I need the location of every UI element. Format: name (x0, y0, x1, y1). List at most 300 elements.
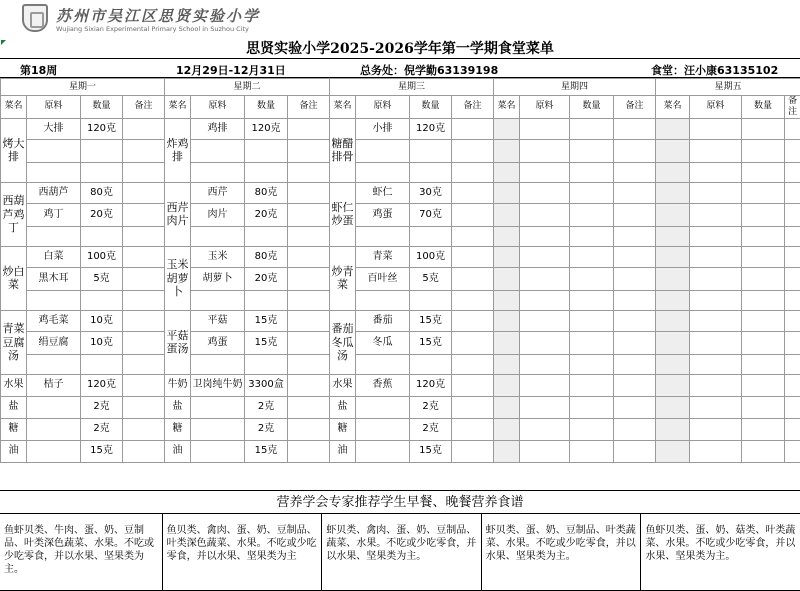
empty-cell (785, 440, 800, 462)
item-name: 水果 (1, 374, 27, 396)
menu-table (0, 78, 800, 463)
amount: 20克 (81, 203, 123, 226)
note (123, 267, 165, 290)
empty-cell (690, 139, 742, 162)
note (123, 374, 165, 396)
empty-cell (785, 246, 800, 267)
empty-cell (742, 440, 785, 462)
empty-cell (656, 396, 690, 418)
note (288, 162, 330, 182)
amount: 2克 (245, 396, 288, 418)
empty-cell (656, 203, 690, 226)
ingredient (356, 290, 410, 310)
amount: 10克 (81, 331, 123, 354)
note (452, 354, 494, 374)
empty-cell (785, 396, 800, 418)
amount: 20克 (245, 267, 288, 290)
empty-cell (614, 162, 656, 182)
ingredient (191, 139, 245, 162)
empty-cell (742, 354, 785, 374)
ingredient: 肉片 (191, 203, 245, 226)
ingredient: 西芹 (191, 182, 245, 203)
dish-name: 番茄冬瓜汤 (330, 310, 356, 374)
recommendation-fri: 鱼虾贝类、蛋、奶、菇类、叶类蔬菜、水果。不吃或少吃零食，并以水果、坚果类为主。 (645, 525, 796, 562)
canteen-contact: 食堂：汪小康63135102 (651, 64, 779, 77)
col-note: 备注 (452, 96, 494, 119)
empty-cell (656, 440, 690, 462)
item-name: 水果 (330, 374, 356, 396)
empty-cell (656, 139, 690, 162)
note (288, 354, 330, 374)
empty-cell (614, 203, 656, 226)
empty-cell (614, 246, 656, 267)
ingredient: 玉米 (191, 246, 245, 267)
dish-name: 平菇蛋汤 (165, 310, 191, 374)
amount: 80克 (81, 182, 123, 203)
recommendation-row (0, 513, 800, 591)
note (288, 226, 330, 246)
note (452, 374, 494, 396)
ingredient: 桔子 (27, 374, 81, 396)
ingredient: 白菜 (27, 246, 81, 267)
empty-cell (520, 310, 570, 331)
col-note: 备注 (123, 96, 165, 119)
empty-cell (785, 418, 800, 440)
empty-cell (742, 418, 785, 440)
empty-cell (690, 418, 742, 440)
amount (410, 226, 452, 246)
amount (245, 162, 288, 182)
item-name: 糖 (1, 418, 27, 440)
note (288, 374, 330, 396)
page-title: 思贤实验小学2025-2026学年第一学期食堂菜单 (246, 41, 554, 57)
ingredient: 小排 (356, 118, 410, 139)
note (288, 290, 330, 310)
ingredient: 平菇 (191, 310, 245, 331)
empty-cell (785, 331, 800, 354)
empty-cell (520, 290, 570, 310)
ingredient: 冬瓜 (356, 331, 410, 354)
amount: 120克 (245, 118, 288, 139)
logo-english-name: Wujiang Sixian Experimental Primary School in Suzhou City (56, 25, 249, 33)
empty-cell (494, 310, 520, 331)
empty-cell (614, 396, 656, 418)
empty-cell (742, 267, 785, 290)
empty-cell (656, 267, 690, 290)
col-amount: 数量 (81, 96, 123, 119)
amount (410, 354, 452, 374)
dish-name: 虾仁炒蛋 (330, 182, 356, 246)
amount (410, 290, 452, 310)
empty-cell (656, 310, 690, 331)
empty-cell (614, 354, 656, 374)
amount (81, 290, 123, 310)
empty-cell (656, 246, 690, 267)
empty-cell (690, 310, 742, 331)
amount: 15克 (245, 331, 288, 354)
ingredient (356, 396, 410, 418)
empty-cell (690, 331, 742, 354)
empty-cell (494, 203, 520, 226)
col-ingredient: 原料 (27, 96, 81, 119)
note (123, 203, 165, 226)
empty-cell (656, 182, 690, 203)
empty-cell (494, 118, 520, 139)
empty-cell (494, 182, 520, 203)
empty-cell (690, 267, 742, 290)
empty-cell (614, 331, 656, 354)
amount (81, 162, 123, 182)
empty-cell (520, 162, 570, 182)
col-dish: 菜名 (165, 96, 191, 119)
note (452, 267, 494, 290)
ingredient: 绢豆腐 (27, 331, 81, 354)
note (452, 310, 494, 331)
empty-cell (520, 246, 570, 267)
empty-cell (614, 226, 656, 246)
empty-cell (520, 331, 570, 354)
ingredient (27, 354, 81, 374)
empty-cell (494, 374, 520, 396)
amount: 2克 (410, 396, 452, 418)
day-header-thu: 星期四 (494, 79, 656, 96)
empty-cell (690, 226, 742, 246)
amount: 120克 (410, 374, 452, 396)
col-amount: 数量 (245, 96, 288, 119)
note (452, 290, 494, 310)
empty-cell (656, 418, 690, 440)
date-range: 12月29日-12月31日 (176, 64, 286, 77)
item-name: 盐 (1, 396, 27, 418)
affairs-contact: 总务处：倪学勤63139198 (360, 64, 499, 77)
empty-cell (742, 118, 785, 139)
empty-cell (742, 374, 785, 396)
empty-cell (614, 182, 656, 203)
col-ingredient: 原料 (356, 96, 410, 119)
ingredient (356, 139, 410, 162)
col-dish: 菜名 (330, 96, 356, 119)
note (452, 396, 494, 418)
empty-cell (785, 226, 800, 246)
empty-cell (690, 182, 742, 203)
note (123, 440, 165, 462)
col-amount: 数量 (570, 96, 614, 119)
empty-cell (690, 354, 742, 374)
empty-cell (656, 162, 690, 182)
dish-name: 炒白菜 (1, 246, 27, 310)
amount: 2克 (410, 418, 452, 440)
amount: 5克 (81, 267, 123, 290)
empty-cell (570, 203, 614, 226)
empty-cell (690, 203, 742, 226)
empty-cell (742, 203, 785, 226)
ingredient: 大排 (27, 118, 81, 139)
amount: 30克 (410, 182, 452, 203)
amount: 120克 (81, 374, 123, 396)
empty-cell (690, 374, 742, 396)
empty-cell (614, 418, 656, 440)
amount: 120克 (81, 118, 123, 139)
note (123, 310, 165, 331)
empty-cell (494, 267, 520, 290)
item-name: 油 (1, 440, 27, 462)
col-note: 备注 (614, 96, 656, 119)
ingredient (191, 418, 245, 440)
amount: 10克 (81, 310, 123, 331)
empty-cell (570, 226, 614, 246)
empty-cell (570, 440, 614, 462)
empty-cell (494, 396, 520, 418)
empty-cell (570, 246, 614, 267)
dish-name: 烤大排 (1, 118, 27, 182)
empty-cell (785, 118, 800, 139)
ingredient (356, 418, 410, 440)
empty-cell (742, 162, 785, 182)
note (452, 139, 494, 162)
empty-cell (570, 182, 614, 203)
ingredient: 番茄 (356, 310, 410, 331)
ingredient (191, 440, 245, 462)
empty-cell (570, 139, 614, 162)
empty-cell (785, 310, 800, 331)
empty-cell (520, 374, 570, 396)
empty-cell (520, 203, 570, 226)
empty-cell (690, 396, 742, 418)
note (288, 118, 330, 139)
note (123, 354, 165, 374)
col-ingredient: 原料 (690, 96, 742, 119)
item-name: 盐 (330, 396, 356, 418)
empty-cell (785, 203, 800, 226)
empty-cell (614, 374, 656, 396)
empty-cell (570, 354, 614, 374)
amount: 80克 (245, 182, 288, 203)
amount: 15克 (245, 440, 288, 462)
col-dish: 菜名 (1, 96, 27, 119)
school-emblem-icon (22, 4, 48, 32)
amount: 120克 (410, 118, 452, 139)
day-header-wed: 星期三 (330, 79, 494, 96)
day-header-mon: 星期一 (1, 79, 165, 96)
dish-name: 西葫芦鸡丁 (1, 182, 27, 246)
ingredient: 胡萝卜 (191, 267, 245, 290)
ingredient: 鸡排 (191, 118, 245, 139)
note (288, 182, 330, 203)
item-name: 牛奶 (165, 374, 191, 396)
ingredient: 卫岗纯牛奶 (191, 374, 245, 396)
empty-cell (570, 290, 614, 310)
ingredient (191, 162, 245, 182)
note (288, 331, 330, 354)
amount (81, 354, 123, 374)
amount (245, 226, 288, 246)
empty-cell (656, 374, 690, 396)
note (123, 246, 165, 267)
empty-cell (742, 290, 785, 310)
note (452, 331, 494, 354)
recommendation-thu: 虾贝类、蛋、奶、豆制品、叶类蔬菜、水果。不吃或少吃零食，并以水果、坚果类为主。 (482, 514, 642, 590)
empty-cell (494, 440, 520, 462)
empty-cell (494, 331, 520, 354)
ingredient (27, 290, 81, 310)
empty-cell (785, 354, 800, 374)
empty-cell (494, 246, 520, 267)
ingredient: 百叶丝 (356, 267, 410, 290)
empty-cell (520, 267, 570, 290)
ingredient (356, 226, 410, 246)
empty-cell (690, 440, 742, 462)
note (123, 396, 165, 418)
empty-cell (494, 139, 520, 162)
note (288, 267, 330, 290)
col-note: 备注 (785, 96, 800, 119)
info-row (0, 58, 800, 78)
empty-cell (570, 310, 614, 331)
ingredient: 黑木耳 (27, 267, 81, 290)
day-header-tue: 星期二 (165, 79, 330, 96)
empty-cell (614, 139, 656, 162)
amount (410, 139, 452, 162)
school-logo (22, 3, 261, 35)
item-name: 糖 (330, 418, 356, 440)
note (452, 418, 494, 440)
ingredient: 虾仁 (356, 182, 410, 203)
ingredient (356, 354, 410, 374)
empty-cell (570, 396, 614, 418)
amount: 3300盒 (245, 374, 288, 396)
ingredient (356, 440, 410, 462)
col-amount: 数量 (410, 96, 452, 119)
amount: 2克 (81, 396, 123, 418)
empty-cell (520, 354, 570, 374)
ingredient: 西葫芦 (27, 182, 81, 203)
amount: 15克 (245, 310, 288, 331)
amount: 15克 (410, 331, 452, 354)
dish-name: 青菜豆腐汤 (1, 310, 27, 374)
empty-cell (570, 118, 614, 139)
empty-cell (742, 139, 785, 162)
note (123, 226, 165, 246)
empty-cell (570, 418, 614, 440)
empty-cell (742, 396, 785, 418)
ingredient: 鸡蛋 (191, 331, 245, 354)
amount (81, 139, 123, 162)
amount (245, 290, 288, 310)
empty-cell (656, 118, 690, 139)
note (452, 440, 494, 462)
week-label: 第18周 (20, 64, 58, 77)
empty-cell (520, 118, 570, 139)
amount (245, 354, 288, 374)
ingredient (27, 162, 81, 182)
note (452, 118, 494, 139)
note (452, 203, 494, 226)
note (288, 203, 330, 226)
recommendation-wed: 虾贝类、禽肉、蛋、奶、豆制品、蔬菜、水果。不吃或少吃零食，并以水果、坚果类为主。 (322, 514, 482, 590)
empty-cell (785, 267, 800, 290)
note (452, 182, 494, 203)
note (123, 118, 165, 139)
note (288, 440, 330, 462)
col-ingredient: 原料 (520, 96, 570, 119)
dish-name: 炒青菜 (330, 246, 356, 310)
logo-chinese-name: 苏州市吴江区思贤实验小学 (56, 7, 261, 25)
ingredient: 鸡蛋 (356, 203, 410, 226)
col-ingredient: 原料 (191, 96, 245, 119)
col-note: 备注 (288, 96, 330, 119)
empty-cell (656, 354, 690, 374)
note (452, 246, 494, 267)
col-dish: 菜名 (494, 96, 520, 119)
ingredient: 青菜 (356, 246, 410, 267)
ingredient (27, 139, 81, 162)
col-dish: 菜名 (656, 96, 690, 119)
empty-cell (570, 331, 614, 354)
note (123, 331, 165, 354)
empty-cell (520, 396, 570, 418)
ingredient (191, 396, 245, 418)
amount: 100克 (81, 246, 123, 267)
item-name: 盐 (165, 396, 191, 418)
empty-cell (656, 331, 690, 354)
empty-cell (656, 226, 690, 246)
amount (81, 226, 123, 246)
amount: 2克 (81, 418, 123, 440)
empty-cell (690, 118, 742, 139)
dish-name: 玉米胡萝卜 (165, 246, 191, 310)
empty-cell (785, 162, 800, 182)
ingredient (27, 396, 81, 418)
amount: 70克 (410, 203, 452, 226)
ingredient: 鸡丁 (27, 203, 81, 226)
empty-cell (494, 226, 520, 246)
amount: 15克 (81, 440, 123, 462)
note (123, 182, 165, 203)
empty-cell (656, 290, 690, 310)
empty-cell (785, 139, 800, 162)
amount (410, 162, 452, 182)
empty-cell (520, 182, 570, 203)
item-name: 糖 (165, 418, 191, 440)
amount (245, 139, 288, 162)
dish-name: 西芹肉片 (165, 182, 191, 246)
empty-cell (570, 267, 614, 290)
ingredient (191, 354, 245, 374)
amount: 15克 (410, 440, 452, 462)
empty-cell (690, 290, 742, 310)
recommendation-title: 营养学会专家推荐学生早餐、晚餐营养食谱 (0, 490, 800, 513)
ingredient: 香蕉 (356, 374, 410, 396)
note (123, 139, 165, 162)
item-name: 油 (330, 440, 356, 462)
amount: 80克 (245, 246, 288, 267)
note (288, 396, 330, 418)
empty-cell (742, 310, 785, 331)
empty-cell (494, 162, 520, 182)
note (288, 246, 330, 267)
note (288, 310, 330, 331)
empty-cell (520, 139, 570, 162)
ingredient (356, 162, 410, 182)
empty-cell (742, 246, 785, 267)
empty-cell (785, 182, 800, 203)
recommendation-mon: 鱼虾贝类、牛肉、蛋、奶、豆制品、叶类深色蔬菜、水果。不吃或少吃零食，并以水果、坚果类为主。 (0, 514, 163, 590)
ingredient (27, 418, 81, 440)
note (123, 162, 165, 182)
empty-cell (520, 440, 570, 462)
note (288, 139, 330, 162)
empty-cell (614, 267, 656, 290)
